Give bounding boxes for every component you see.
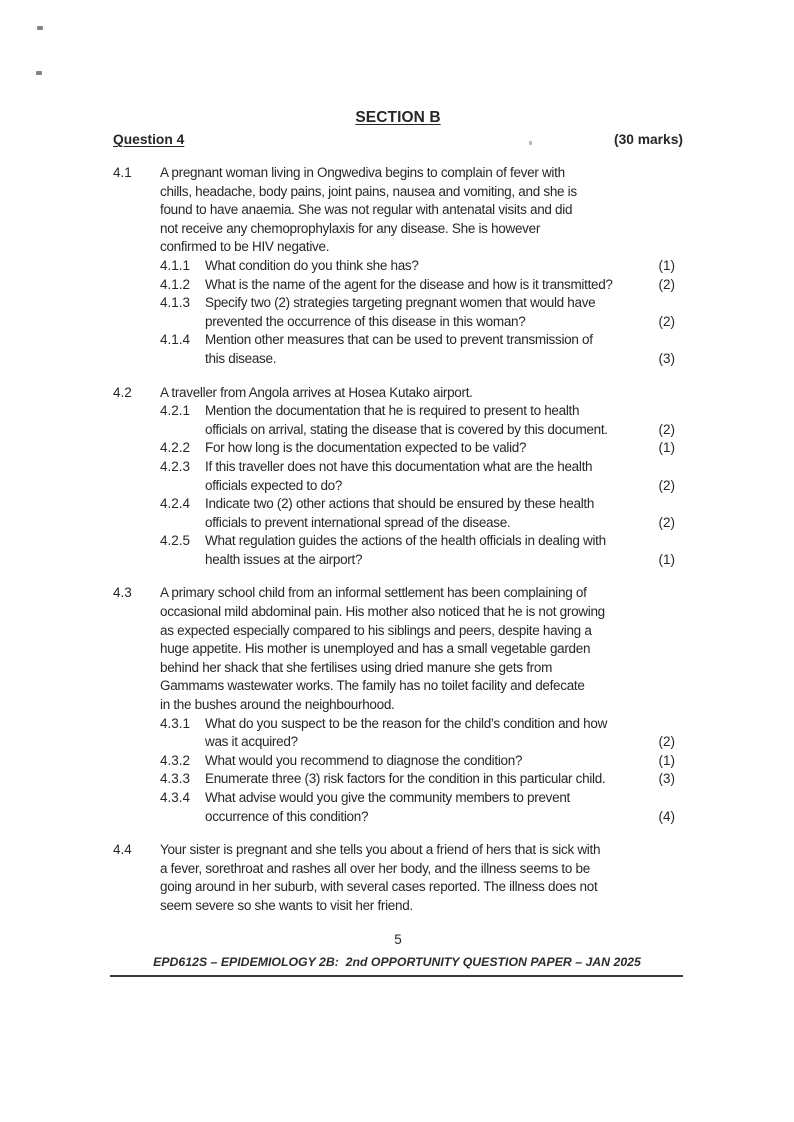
sub-question-line: What is the name of the agent for the disease and how is it transmitted? [205,276,613,292]
question-row [113,584,683,826]
sub-question-text [205,276,649,295]
page-number: 5 [394,931,402,947]
stem-line: A pregnant woman living in Ongwediva begins to complain of fever with [160,165,565,180]
sub-question-row [160,752,683,771]
sub-question-number: 4.3.1 [160,715,191,731]
question-body [160,584,683,826]
sub-question-row [160,439,683,458]
sub-question-text [205,458,649,495]
sub-question-line: What would you recommend to diagnose the condition? [205,752,523,768]
sub-question-line: Mention the documentation that he is required to present to health [205,403,580,419]
stem-line: occasional mild abdominal pain. His mother also noticed that he is not growing [160,604,605,620]
sub-question-line: occurrence of this condition? [205,808,369,824]
question-block [113,164,683,369]
sub-question-number: 4.1.3 [160,295,191,311]
sub-question-marks: (2) [658,514,675,530]
question-body [160,841,683,915]
sub-question-number: 4.3.4 [160,790,191,805]
sub-question-text [205,752,649,771]
sub-question-row [160,402,683,439]
question-list [113,164,683,916]
stem-line: not receive any chemoprophylaxis for any disease. She is however [160,220,541,236]
sub-question-row [160,294,683,331]
sub-question-row [160,789,683,826]
sub-question-line: this disease. [205,350,277,366]
section-title: SECTION B [355,109,441,126]
sub-question-text [205,532,649,569]
question-stem [160,841,683,915]
sub-question-text [205,495,649,532]
sub-question-line: What advise would you give the community members to prevent [205,790,570,805]
sub-question-text [205,331,649,368]
question-number: 4.2 [113,384,132,400]
question-block [113,841,683,915]
sub-question-line: health issues at the airport? [205,551,363,567]
sub-question-marks: (1) [658,440,675,456]
question-number: 4.4 [113,842,132,858]
stem-line: A primary school child from an informal settlement has been complaining of [160,585,587,601]
sub-question-number: 4.1.1 [160,257,191,273]
stem-line: behind her shack that she fertilises using dried manure she gets from [160,659,553,675]
sub-question-marks: (1) [658,752,675,768]
sub-question-line: What regulation guides the actions of the health officials in dealing with [205,533,606,549]
sub-question-marks: (3) [658,771,675,787]
sub-question-row [160,331,683,368]
footer-text: EPD612S – EPIDEMIOLOGY 2B: 2nd OPPORTUNITY QUESTION PAPER – JAN 2025 [153,955,641,969]
sub-question-line: Indicate two (2) other actions that should be ensured by these health [205,496,595,512]
sub-question-row [160,532,683,569]
scan-speck [36,71,42,75]
sub-question-line: What do you suspect to be the reason for the child’s condition and how [205,715,608,731]
sub-question-row [160,715,683,752]
sub-question-text [205,402,649,439]
sub-question-text [205,715,649,752]
sub-question-row [160,257,683,276]
question-row [113,384,683,570]
sub-question-number: 4.1.2 [160,276,191,292]
sub-question-row [160,458,683,495]
sub-question-text [205,439,649,458]
sub-question-line: officials to prevent international spread of the disease. [205,514,511,530]
question-body [160,164,683,369]
sub-question-row [160,495,683,532]
stem-line: found to have anaemia. She was not regular with antenatal visits and did [160,202,573,218]
sub-question-line: was it acquired? [205,734,298,750]
question-heading: Question 4 [113,132,185,147]
sub-question-list [160,715,683,827]
question-row [113,841,683,915]
sub-question-row [160,770,683,789]
sub-question-number: 4.2.2 [160,440,191,456]
stem-line: a fever, sorethroat and rashes all over her body, and the illness seems to be [160,860,590,876]
sub-question-number: 4.3.2 [160,752,191,768]
sub-question-number: 4.3.3 [160,771,191,787]
sub-question-number: 4.2.5 [160,533,191,549]
question-block [113,384,683,570]
sub-question-line: Enumerate three (3) risk factors for the condition in this particular child. [205,771,606,787]
stem-line: in the bushes around the neighbourhood. [160,697,395,713]
sub-question-line: Specify two (2) strategies targeting pregnant women that would have [205,295,596,311]
stem-line: as expected especially compared to his siblings and peers, despite having a [160,622,592,638]
sub-question-number: 4.1.4 [160,332,191,348]
question-body [160,384,683,570]
sub-question-line: If this traveller does not have this documentation what are the health [205,458,593,474]
stem-line: chills, headache, body pains, joint pains, nausea and vomiting, and she is [160,183,577,199]
sub-question-line: Mention other measures that can be used to prevent transmission of [205,332,593,348]
stem-line: going around in her suburb, with several cases reported. The illness does not [160,879,598,895]
sub-question-marks: (2) [658,313,675,329]
question-heading-row [113,130,683,149]
sub-question-line: For how long is the documentation expected to be valid? [205,440,527,456]
sub-question-text [205,770,649,789]
stem-line: A traveller from Angola arrives at Hosea Kutako airport. [160,384,473,400]
sub-question-text [205,789,649,826]
sub-question-line: prevented the occurrence of this disease in this woman? [205,313,526,329]
sub-question-text [205,257,649,276]
footer-divider [110,975,683,977]
sub-question-number: 4.2.1 [160,403,191,419]
question-number: 4.3 [113,585,132,601]
sub-question-marks: (2) [658,421,675,437]
page-content [113,108,683,949]
sub-question-list [160,402,683,569]
sub-question-marks: (4) [658,808,675,824]
stem-line: Your sister is pregnant and she tells you about a friend of hers that is sick with [160,842,601,858]
question-stem [160,584,683,714]
sub-question-marks: (1) [658,257,675,273]
sub-question-number: 4.2.3 [160,458,191,474]
stem-line: Gammams wastewater works. The family has no toilet facility and defecate [160,678,585,694]
stem-line: huge appetite. His mother is unemployed and has a small vegetable garden [160,641,591,657]
question-stem [160,164,683,257]
scan-speck [37,26,43,30]
sub-question-text [205,294,649,331]
sub-question-number: 4.2.4 [160,496,191,512]
sub-question-marks: (2) [658,734,675,750]
question-stem [160,384,683,403]
sub-question-line: officials expected to do? [205,477,343,493]
total-marks: (30 marks) [613,132,683,147]
sub-question-marks: (2) [658,276,675,292]
sub-question-marks: (3) [658,350,675,366]
sub-question-line: What condition do you think she has? [205,257,419,273]
sub-question-marks: (2) [658,477,675,493]
question-block [113,584,683,826]
sub-question-list [160,257,683,369]
question-row [113,164,683,369]
sub-question-row [160,276,683,295]
stem-line: seem severe so she wants to visit her friend. [160,897,413,913]
sub-question-line: officials on arrival, stating the disease that is covered by this document. [205,421,608,437]
stem-line: confirmed to be HIV negative. [160,239,330,255]
sub-question-marks: (1) [658,551,675,567]
question-number: 4.1 [113,165,132,180]
